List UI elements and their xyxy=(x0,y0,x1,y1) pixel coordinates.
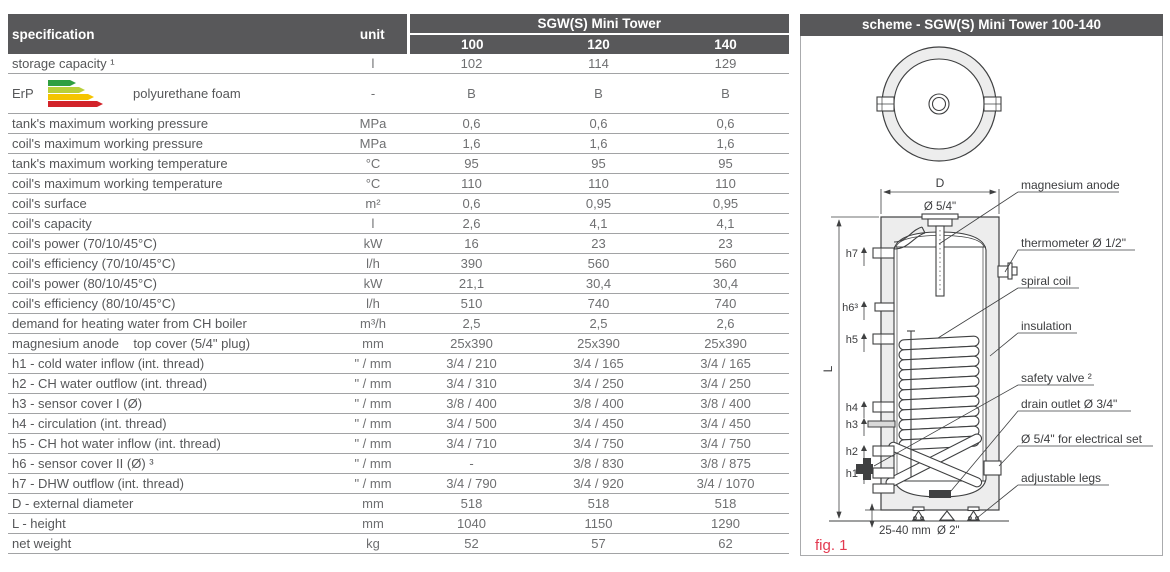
value-cell: 3/8 / 830 xyxy=(535,454,662,474)
table-row xyxy=(8,534,789,554)
label-electrical-set: Ø 5/4" for electrical set xyxy=(1021,432,1142,446)
label-thermometer: thermometer Ø 1/2" xyxy=(1021,236,1126,250)
value-cell: 518 xyxy=(535,494,662,514)
height-labels xyxy=(842,247,867,484)
table-row xyxy=(8,414,789,434)
value-cell: 3/4 / 165 xyxy=(535,354,662,374)
header-product-group: SGW(S) Mini Tower xyxy=(408,14,789,34)
value-cell: 110 xyxy=(662,174,789,194)
label-spiral-coil: spiral coil xyxy=(1021,274,1072,288)
value-cell: B xyxy=(662,74,789,114)
value-cell: 3/4 / 165 xyxy=(662,354,789,374)
value-cell: 740 xyxy=(662,294,789,314)
figure-caption: fig. 1 xyxy=(815,537,848,554)
erp-label: ErP xyxy=(12,86,34,101)
svg-text:h4: h4 xyxy=(845,402,858,414)
unit-cell: MPa xyxy=(338,134,408,154)
electrical-set-port xyxy=(984,461,1001,475)
spec-cell: D - external diameter xyxy=(8,494,338,514)
spec-cell: h3 - sensor cover I (Ø) xyxy=(8,394,338,414)
specification-table xyxy=(8,14,789,554)
value-cell: 3/4 / 250 xyxy=(535,374,662,394)
value-cell: 1,6 xyxy=(662,134,789,154)
unit-cell: " / mm xyxy=(338,454,408,474)
spec-cell: L - height xyxy=(8,514,338,534)
value-cell: 0,6 xyxy=(408,114,535,134)
spec-cell: h5 - CH hot water inflow (int. thread) xyxy=(8,434,338,454)
table-row xyxy=(8,294,789,314)
table-row xyxy=(8,374,789,394)
value-cell: 3/4 / 450 xyxy=(662,414,789,434)
value-cell: 0,6 xyxy=(662,114,789,134)
value-cell: 16 xyxy=(408,234,535,254)
value-cell: 25x390 xyxy=(535,334,662,354)
value-cell: 390 xyxy=(408,254,535,274)
table-header xyxy=(8,14,789,54)
value-cell: 3/8 / 400 xyxy=(662,394,789,414)
table-row xyxy=(8,454,789,474)
unit-cell: m² xyxy=(338,194,408,214)
value-cell: 740 xyxy=(535,294,662,314)
table-row xyxy=(8,354,789,374)
unit-cell: l xyxy=(338,54,408,74)
value-cell: 30,4 xyxy=(535,274,662,294)
value-cell: 2,5 xyxy=(535,314,662,334)
value-cell: 518 xyxy=(662,494,789,514)
energy-bar xyxy=(48,101,103,107)
value-cell: 560 xyxy=(535,254,662,274)
scheme-diagram xyxy=(801,36,1162,555)
value-cell: 3/4 / 310 xyxy=(408,374,535,394)
table-row xyxy=(8,174,789,194)
value-cell: 510 xyxy=(408,294,535,314)
svg-text:h1: h1 xyxy=(845,468,858,480)
unit-cell: mm xyxy=(338,514,408,534)
unit-cell: kW xyxy=(338,274,408,294)
spec-cell: coil's maximum working temperature xyxy=(8,174,338,194)
value-cell: 0,95 xyxy=(662,194,789,214)
value-cell: 52 xyxy=(408,534,535,554)
value-cell: 3/4 / 450 xyxy=(535,414,662,434)
value-cell: 102 xyxy=(408,54,535,74)
energy-bar xyxy=(48,80,76,86)
value-cell: 25x390 xyxy=(662,334,789,354)
value-cell: 3/8 / 400 xyxy=(408,394,535,414)
spec-cell: coil's power (80/10/45°C) xyxy=(8,274,338,294)
unit-cell: " / mm xyxy=(338,434,408,454)
scheme-title: scheme - SGW(S) Mini Tower 100-140 xyxy=(800,14,1163,36)
value-cell: 1040 xyxy=(408,514,535,534)
value-cell: B xyxy=(408,74,535,114)
value-cell: 114 xyxy=(535,54,662,74)
table-row xyxy=(8,334,789,354)
spec-label: polyurethane foam xyxy=(133,86,241,101)
value-cell: 110 xyxy=(535,174,662,194)
value-cell: 3/4 / 1070 xyxy=(662,474,789,494)
value-cell: 518 xyxy=(408,494,535,514)
dimension-D xyxy=(881,176,999,214)
value-cell: 2,6 xyxy=(408,214,535,234)
spec-cell: coil's capacity xyxy=(8,214,338,234)
value-cell: 0,6 xyxy=(408,194,535,214)
header-specification: specification xyxy=(8,14,338,54)
spec-cell xyxy=(8,74,338,114)
header-model-100: 100 xyxy=(408,34,535,54)
label-adjustable-legs: adjustable legs xyxy=(1021,471,1102,485)
label-magnesium-anode: magnesium anode xyxy=(1021,178,1120,192)
table-row xyxy=(8,514,789,534)
unit-cell: " / mm xyxy=(338,374,408,394)
spec-cell: h7 - DHW outflow (int. thread) xyxy=(8,474,338,494)
tank-top-view xyxy=(877,47,1001,161)
svg-text:h3: h3 xyxy=(845,419,858,431)
scheme-panel xyxy=(800,14,1163,556)
value-cell: 3/4 / 250 xyxy=(662,374,789,394)
table-row xyxy=(8,114,789,134)
dim-d-label: D xyxy=(935,176,945,190)
table-row xyxy=(8,314,789,334)
unit-cell: mm xyxy=(338,494,408,514)
unit-cell: °C xyxy=(338,174,408,194)
value-cell: 3/4 / 750 xyxy=(535,434,662,454)
table-row xyxy=(8,134,789,154)
value-cell: 23 xyxy=(662,234,789,254)
value-cell: 30,4 xyxy=(662,274,789,294)
value-cell: 1,6 xyxy=(535,134,662,154)
spec-cell: coil's surface xyxy=(8,194,338,214)
thermometer-stub xyxy=(998,263,1017,279)
table-row xyxy=(8,234,789,254)
table-row xyxy=(8,194,789,214)
value-cell: 1,6 xyxy=(408,134,535,154)
svg-text:h2: h2 xyxy=(845,446,858,458)
spec-cell: coil's efficiency (80/10/45°C) xyxy=(8,294,338,314)
value-cell: 3/8 / 875 xyxy=(662,454,789,474)
spec-cell: h4 - circulation (int. thread) xyxy=(8,414,338,434)
value-cell: 110 xyxy=(408,174,535,194)
value-cell: B xyxy=(535,74,662,114)
value-cell: 4,1 xyxy=(662,214,789,234)
value-cell: 3/4 / 710 xyxy=(408,434,535,454)
header-model-120: 120 xyxy=(535,34,662,54)
spec-cell: h6 - sensor cover II (Ø) ³ xyxy=(8,454,338,474)
label-safety-valve: safety valve ² xyxy=(1021,371,1092,385)
spec-cell: coil's maximum working pressure xyxy=(8,134,338,154)
value-cell: 3/8 / 400 xyxy=(535,394,662,414)
spec-cell: magnesium anode top cover (5/4" plug) xyxy=(8,334,338,354)
label-drain-outlet: drain outlet Ø 3/4" xyxy=(1021,397,1118,411)
value-cell: 57 xyxy=(535,534,662,554)
spec-cell: demand for heating water from CH boiler xyxy=(8,314,338,334)
value-cell: 2,5 xyxy=(408,314,535,334)
spec-cell: tank's maximum working temperature xyxy=(8,154,338,174)
bottom-gap-label: 25-40 mm xyxy=(879,525,931,537)
value-cell: 25x390 xyxy=(408,334,535,354)
unit-cell: MPa xyxy=(338,114,408,134)
energy-efficiency-icon xyxy=(48,80,103,107)
value-cell: 21,1 xyxy=(408,274,535,294)
table-row xyxy=(8,434,789,454)
value-cell: 3/4 / 790 xyxy=(408,474,535,494)
spec-cell: coil's power (70/10/45°C) xyxy=(8,234,338,254)
spec-cell: h1 - cold water inflow (int. thread) xyxy=(8,354,338,374)
spec-cell: h2 - CH water outflow (int. thread) xyxy=(8,374,338,394)
unit-cell: " / mm xyxy=(338,354,408,374)
spec-cell: tank's maximum working pressure xyxy=(8,114,338,134)
value-cell: 95 xyxy=(408,154,535,174)
value-cell: 0,95 xyxy=(535,194,662,214)
table-row xyxy=(8,54,789,74)
top-plug xyxy=(922,214,958,219)
header-unit: unit xyxy=(338,14,408,54)
table-row xyxy=(8,394,789,414)
unit-cell: " / mm xyxy=(338,394,408,414)
value-cell: 4,1 xyxy=(535,214,662,234)
unit-cell: l xyxy=(338,214,408,234)
value-cell: 3/4 / 210 xyxy=(408,354,535,374)
energy-bar xyxy=(48,94,94,100)
table-row xyxy=(8,494,789,514)
value-cell: 129 xyxy=(662,54,789,74)
energy-bar xyxy=(48,87,85,93)
value-cell: 95 xyxy=(662,154,789,174)
value-cell: 3/4 / 920 xyxy=(535,474,662,494)
unit-cell: - xyxy=(338,74,408,114)
value-cell: 23 xyxy=(535,234,662,254)
unit-cell: kg xyxy=(338,534,408,554)
value-cell: 1150 xyxy=(535,514,662,534)
unit-cell: " / mm xyxy=(338,414,408,434)
unit-cell: kW xyxy=(338,234,408,254)
header-model-140: 140 xyxy=(662,34,789,54)
spec-cell: net weight xyxy=(8,534,338,554)
value-cell: 0,6 xyxy=(535,114,662,134)
value-cell: 3/4 / 500 xyxy=(408,414,535,434)
unit-cell: l/h xyxy=(338,254,408,274)
table-row xyxy=(8,474,789,494)
table-row xyxy=(8,274,789,294)
spec-table-body xyxy=(8,54,789,554)
label-insulation: insulation xyxy=(1021,319,1072,333)
dim-l-label: L xyxy=(821,365,835,373)
svg-text:h5: h5 xyxy=(845,334,858,346)
unit-cell: m³/h xyxy=(338,314,408,334)
spec-cell: storage capacity ¹ xyxy=(8,54,338,74)
scheme-figure xyxy=(800,36,1163,556)
drain-outlet xyxy=(929,490,951,498)
value-cell: 1290 xyxy=(662,514,789,534)
top-plug-label: Ø 5/4" xyxy=(923,201,957,213)
svg-text:h7: h7 xyxy=(845,248,858,260)
table-row xyxy=(8,254,789,274)
unit-cell: °C xyxy=(338,154,408,174)
value-cell: 560 xyxy=(662,254,789,274)
unit-cell: l/h xyxy=(338,294,408,314)
spec-cell: coil's efficiency (70/10/45°C) xyxy=(8,254,338,274)
bottom-outlet-label: Ø 2" xyxy=(937,525,960,537)
unit-cell: " / mm xyxy=(338,474,408,494)
svg-text:h6³: h6³ xyxy=(842,302,858,314)
value-cell: 2,6 xyxy=(662,314,789,334)
table-row xyxy=(8,214,789,234)
erp-row xyxy=(8,74,789,114)
table-row xyxy=(8,154,789,174)
value-cell: - xyxy=(408,454,535,474)
value-cell: 95 xyxy=(535,154,662,174)
unit-cell: mm xyxy=(338,334,408,354)
value-cell: 62 xyxy=(662,534,789,554)
value-cell: 3/4 / 750 xyxy=(662,434,789,454)
